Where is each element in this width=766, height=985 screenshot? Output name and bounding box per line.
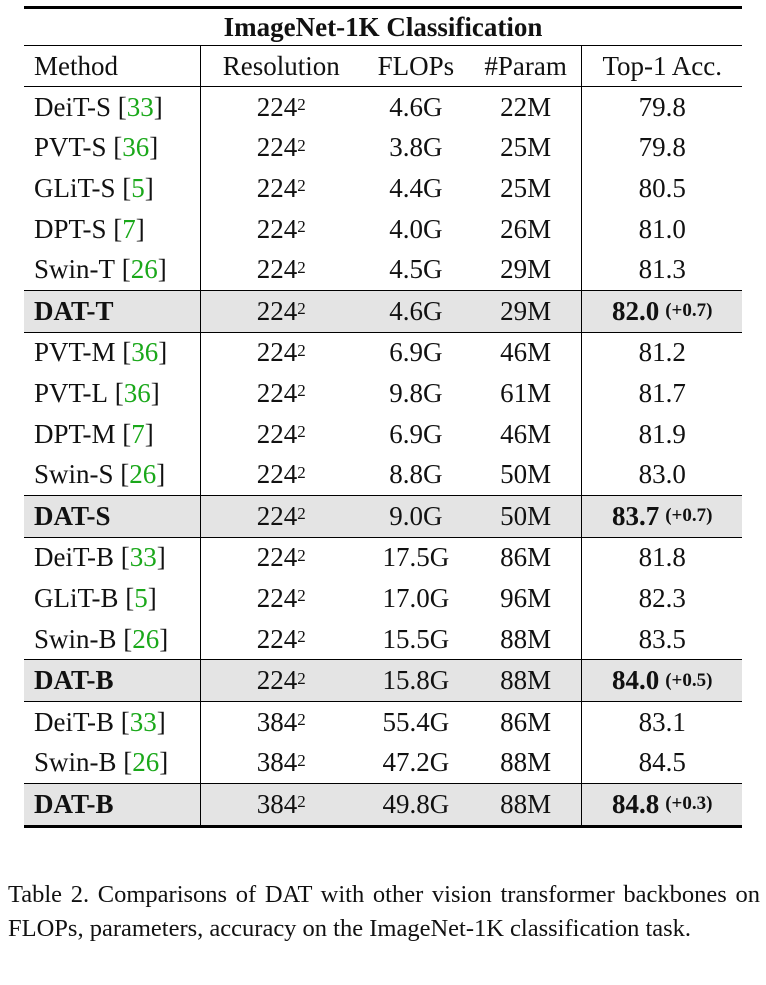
method-name: Swin-S	[34, 459, 114, 490]
ours-row	[24, 660, 742, 701]
table-caption: Table 2. Comparisons of DAT with other vision transformer backbones on FLOPs, parameters, accuracy on the ImageNet-1K classification task.	[8, 881, 760, 942]
method-name: Swin-B	[34, 623, 117, 654]
method-cell	[24, 291, 200, 332]
table-row	[24, 414, 742, 455]
table-row	[24, 168, 742, 209]
results-table	[24, 6, 742, 828]
resolution-base: 224	[256, 213, 298, 244]
table-row	[24, 538, 742, 579]
resolution-cell: 224 $^2$	[200, 414, 363, 455]
method-name: DeiT-B	[34, 706, 114, 737]
accuracy-cell	[581, 538, 742, 579]
accuracy-value: 81.2	[638, 337, 686, 368]
method-name: DPT-S	[34, 213, 107, 244]
method-cell: GLiT-B [ 5 ]	[34, 582, 157, 613]
param-cell: 46M	[500, 337, 552, 368]
citation-link[interactable]: 5	[131, 172, 145, 203]
param-cell: 86M	[500, 542, 552, 573]
accuracy-value: 84.5	[638, 747, 686, 778]
accuracy-cell	[581, 87, 742, 128]
table-row	[24, 702, 742, 743]
method-cell: Swin-T [ 26 ]	[34, 254, 167, 285]
resolution-base: 224	[256, 500, 298, 531]
param-cell: 61M	[500, 377, 552, 408]
resolution-base: 224	[256, 377, 298, 408]
param-cell: 86M	[500, 706, 552, 737]
citation-link[interactable]: 36	[122, 132, 150, 163]
table-row	[24, 373, 742, 414]
resolution-base: 224	[256, 542, 298, 573]
flops-cell: 4.0G	[389, 213, 443, 244]
citation-link[interactable]: 7	[131, 418, 145, 449]
citation-link[interactable]: 36	[123, 377, 151, 408]
accuracy-value: 83.0	[638, 459, 686, 490]
resolution-cell: 224 $^2$	[200, 209, 363, 250]
resolution-base: 224	[256, 91, 298, 122]
resolution-base: 224	[256, 337, 298, 368]
flops-cell: 47.2G	[382, 747, 450, 778]
accuracy-cell	[581, 373, 742, 414]
accuracy-value: 81.3	[638, 254, 686, 285]
flops-cell: 55.4G	[382, 706, 450, 737]
citation-link[interactable]: 26	[132, 623, 160, 654]
accuracy-gain: (+0.5)	[665, 669, 713, 691]
method-name: PVT-S	[34, 132, 107, 163]
resolution-cell: 224 $^2$	[200, 538, 363, 579]
resolution-cell: 224 $^2$	[200, 249, 363, 290]
method-name: DPT-M	[34, 418, 116, 449]
param-cell: 50M	[500, 459, 552, 490]
flops-cell: 4.6G	[389, 91, 443, 122]
table-body	[24, 87, 742, 825]
accuracy-cell	[581, 743, 742, 784]
header-resolution: Resolution	[200, 46, 363, 86]
header-param: #Param	[484, 50, 567, 81]
table-row	[24, 743, 742, 784]
accuracy-value: 83.7	[611, 500, 660, 531]
header-acc: Top-1 Acc.	[581, 46, 742, 86]
resolution-cell: 224 $^2$	[200, 496, 363, 537]
resolution-cell: 384 $^2$	[200, 743, 363, 784]
accuracy-value: 81.7	[638, 377, 686, 408]
resolution-cell: 224 $^2$	[200, 87, 363, 128]
accuracy-value: 84.8	[611, 788, 660, 819]
flops-cell: 6.9G	[389, 418, 443, 449]
flops-cell: 6.9G	[389, 337, 443, 368]
method-cell: DPT-M [ 7 ]	[34, 418, 154, 449]
accuracy-gain: (+0.3)	[665, 793, 713, 815]
citation-link[interactable]: 26	[132, 747, 160, 778]
accuracy-cell	[581, 249, 742, 290]
accuracy-cell	[581, 660, 742, 701]
accuracy-value: 82.3	[638, 582, 686, 613]
resolution-base: 224	[256, 132, 298, 163]
param-cell: 88M	[500, 665, 552, 696]
flops-cell: 17.0G	[382, 582, 450, 613]
resolution-cell: 384 $^2$	[200, 784, 363, 825]
method-cell: Swin-B [ 26 ]	[34, 623, 169, 654]
table-title: ImageNet-1K Classification	[223, 12, 543, 42]
accuracy-cell	[581, 454, 742, 495]
flops-cell: 15.5G	[382, 623, 450, 654]
method-name: DeiT-S	[34, 91, 112, 122]
flops-cell: 8.8G	[389, 459, 443, 490]
ours-row	[24, 291, 742, 332]
accuracy-value: 80.5	[638, 172, 686, 203]
resolution-base: 224	[256, 665, 298, 696]
citation-link[interactable]: 36	[131, 337, 159, 368]
header-flops: FLOPs	[377, 50, 455, 81]
flops-cell: 3.8G	[389, 132, 443, 163]
method-cell: Swin-S [ 26 ]	[34, 459, 166, 490]
resolution-base: 384	[256, 788, 298, 819]
accuracy-value: 79.8	[638, 132, 686, 163]
method-cell	[24, 660, 200, 701]
citation-link[interactable]: 33	[129, 542, 157, 573]
accuracy-value: 81.9	[638, 418, 686, 449]
resolution-cell: 224 $^2$	[200, 333, 363, 374]
flops-cell: 17.5G	[382, 542, 450, 573]
accuracy-cell	[581, 414, 742, 455]
param-cell: 29M	[500, 254, 552, 285]
resolution-cell: 224 $^2$	[200, 660, 363, 701]
resolution-base: 224	[256, 418, 298, 449]
citation-link[interactable]: 26	[129, 459, 157, 490]
accuracy-cell	[581, 496, 742, 537]
resolution-base: 224	[256, 295, 298, 326]
accuracy-gain: (+0.7)	[665, 505, 713, 527]
resolution-base: 384	[256, 747, 298, 778]
method-cell	[24, 784, 200, 825]
accuracy-cell	[581, 784, 742, 825]
header-method: Method	[34, 50, 118, 81]
accuracy-cell	[581, 291, 742, 332]
accuracy-cell	[581, 702, 742, 743]
param-cell: 26M	[500, 213, 552, 244]
resolution-base: 224	[256, 254, 298, 285]
resolution-cell: 224 $^2$	[200, 128, 363, 169]
method-name: DAT-B	[34, 665, 114, 696]
method-cell: DeiT-S [ 33 ]	[34, 91, 163, 122]
method-name: Swin-B	[34, 747, 117, 778]
resolution-base: 224	[256, 172, 298, 203]
table-row	[24, 619, 742, 660]
accuracy-cell	[581, 333, 742, 374]
table-row	[24, 454, 742, 495]
accuracy-cell	[581, 619, 742, 660]
resolution-cell: 224 $^2$	[200, 454, 363, 495]
param-cell: 96M	[500, 582, 552, 613]
param-cell: 46M	[500, 418, 552, 449]
flops-cell: 9.0G	[389, 500, 443, 531]
method-name: Swin-T	[34, 254, 115, 285]
flops-cell: 4.6G	[389, 295, 443, 326]
method-name: DeiT-B	[34, 542, 114, 573]
resolution-cell: 224 $^2$	[200, 578, 363, 619]
ours-row	[24, 784, 742, 825]
table-row	[24, 249, 742, 290]
citation-link[interactable]: 26	[130, 254, 158, 285]
method-name: DAT-B	[34, 788, 114, 819]
method-cell: GLiT-S [ 5 ]	[34, 172, 154, 203]
citation-link[interactable]: 5	[134, 582, 148, 613]
method-name: PVT-M	[34, 337, 116, 368]
accuracy-value: 84.0	[611, 665, 660, 696]
method-name: DAT-T	[34, 295, 114, 326]
method-name: PVT-L	[34, 377, 109, 408]
param-cell: 22M	[500, 91, 552, 122]
resolution-base: 384	[256, 706, 298, 737]
method-cell: PVT-S [ 36 ]	[34, 132, 159, 163]
accuracy-value: 83.1	[638, 706, 686, 737]
method-cell	[24, 496, 200, 537]
method-name: GLiT-B	[34, 582, 119, 613]
flops-cell: 9.8G	[389, 377, 443, 408]
citation-link[interactable]: 33	[129, 706, 157, 737]
table-header	[24, 46, 742, 86]
table-row	[24, 333, 742, 374]
param-cell: 88M	[500, 623, 552, 654]
resolution-cell: 224 $^2$	[200, 619, 363, 660]
accuracy-cell	[581, 578, 742, 619]
ours-row	[24, 496, 742, 537]
param-cell: 29M	[500, 295, 552, 326]
accuracy-cell	[581, 209, 742, 250]
table-row	[24, 87, 742, 128]
method-cell: DeiT-B [ 33 ]	[34, 542, 166, 573]
param-cell: 50M	[500, 500, 552, 531]
method-cell: PVT-L [ 36 ]	[34, 377, 160, 408]
flops-cell: 4.4G	[389, 172, 443, 203]
param-cell: 25M	[500, 132, 552, 163]
accuracy-cell	[581, 128, 742, 169]
method-cell: Swin-B [ 26 ]	[34, 747, 169, 778]
flops-cell: 15.8G	[382, 665, 450, 696]
bottom-rule	[24, 825, 742, 828]
method-name: GLiT-S	[34, 172, 116, 203]
method-name: DAT-S	[34, 500, 111, 531]
resolution-cell: 224 $^2$	[200, 168, 363, 209]
table-row	[24, 209, 742, 250]
resolution-cell: 224 $^2$	[200, 373, 363, 414]
method-cell: DeiT-B [ 33 ]	[34, 706, 166, 737]
accuracy-value: 81.0	[638, 213, 686, 244]
accuracy-value: 83.5	[638, 623, 686, 654]
resolution-cell: 384 $^2$	[200, 702, 363, 743]
method-cell: PVT-M [ 36 ]	[34, 337, 168, 368]
resolution-cell: 224 $^2$	[200, 291, 363, 332]
accuracy-value: 82.0	[611, 295, 660, 326]
citation-link[interactable]: 33	[126, 91, 154, 122]
table-row	[24, 578, 742, 619]
param-cell: 88M	[500, 747, 552, 778]
flops-cell: 4.5G	[389, 254, 443, 285]
accuracy-value: 81.8	[638, 542, 686, 573]
accuracy-cell	[581, 168, 742, 209]
resolution-base: 224	[256, 459, 298, 490]
method-cell: DPT-S [ 7 ]	[34, 213, 145, 244]
resolution-base: 224	[256, 582, 298, 613]
table-row	[24, 128, 742, 169]
accuracy-value: 79.8	[638, 91, 686, 122]
citation-link[interactable]: 7	[122, 213, 136, 244]
accuracy-gain: (+0.7)	[665, 300, 713, 322]
param-cell: 88M	[500, 788, 552, 819]
flops-cell: 49.8G	[382, 788, 450, 819]
resolution-base: 224	[256, 623, 298, 654]
param-cell: 25M	[500, 172, 552, 203]
